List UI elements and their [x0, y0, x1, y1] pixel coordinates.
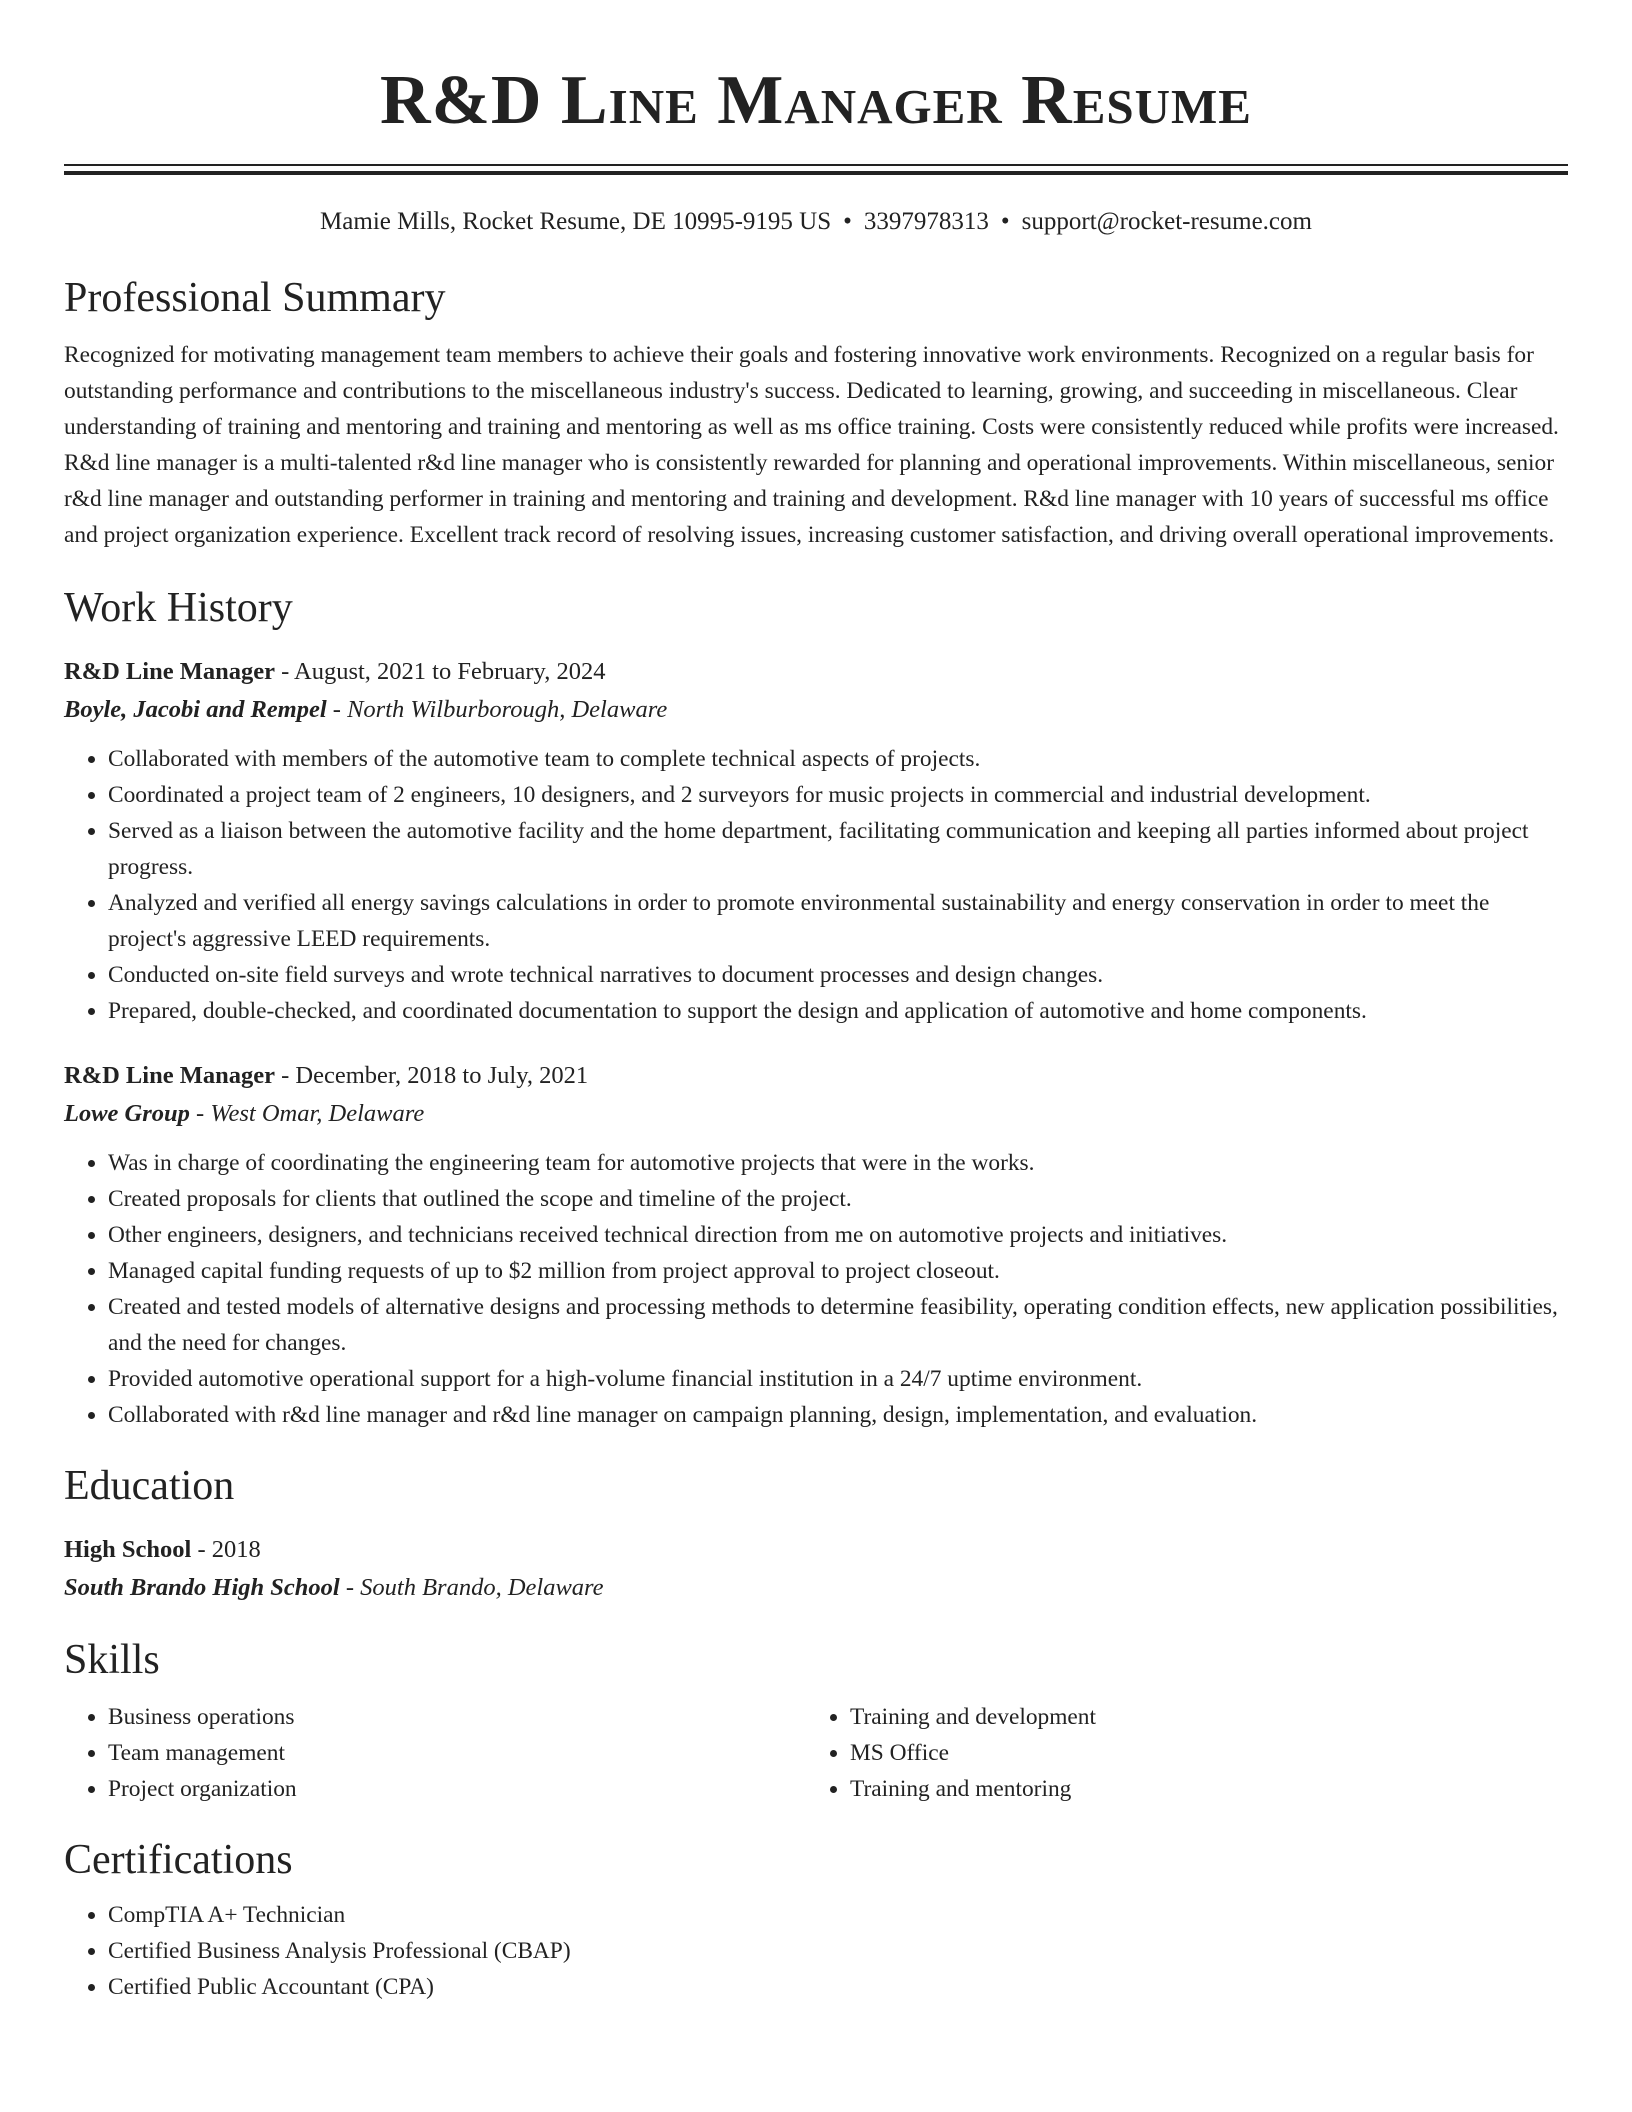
list-item: • Business operations: [108, 1699, 806, 1735]
list-item: • Served as a liaison between the automotive facility and the home department, facilitating communication and keeping all parties informed about project progress.: [108, 813, 1568, 885]
title-double-rule: [64, 164, 1568, 175]
list-item: • Team management: [108, 1735, 806, 1771]
contact-separator: •: [1000, 208, 1010, 235]
list-item: • Coordinated a project team of 2 engineers, 10 designers, and 2 surveyors for music projects in commercial and industrial development.: [108, 777, 1568, 813]
education-school: South Brando High School: [64, 1574, 340, 1601]
list-item: • Project organization: [108, 1771, 806, 1807]
contact-line: [64, 207, 1568, 237]
job-title: R&D Line Manager: [64, 1062, 275, 1089]
list-item: • MS Office: [850, 1735, 1548, 1771]
education-school-line: [64, 1569, 1568, 1607]
skills-list-right: [806, 1699, 1548, 1807]
job-dates: August, 2021 to February, 2024: [294, 658, 606, 685]
job-bullet-list: [64, 741, 1568, 1029]
list-item: • Other engineers, designers, and technicians received technical direction from me on automotive projects and initiatives.: [108, 1217, 1568, 1253]
work-history-heading: Work History: [64, 585, 293, 631]
contact-address: Mamie Mills, Rocket Resume, DE 10995-9195 US: [320, 208, 832, 235]
list-item: • Managed capital funding requests of up to $2 million from project approval to project closeout.: [108, 1253, 1568, 1289]
job-title-line: [64, 653, 1568, 691]
list-item: • Created and tested models of alternative designs and processing methods to determine feasibility, operating condition effects, new application possibilities, and the need for changes.: [108, 1289, 1568, 1361]
list-item: • Certified Business Analysis Professional (CBAP): [108, 1933, 1568, 1969]
job-bullet-list: [64, 1145, 1568, 1433]
certifications-heading: Certifications: [64, 1837, 293, 1883]
job-dash: -: [189, 1100, 211, 1127]
list-item: • CompTIA A+ Technician: [108, 1897, 1568, 1933]
job-location: West Omar, Delaware: [210, 1100, 425, 1127]
summary-heading: Professional Summary: [64, 275, 446, 321]
certifications-list: [64, 1897, 1568, 2005]
contact-phone: 3397978313: [863, 208, 989, 235]
education-location: South Brando, Delaware: [360, 1574, 604, 1601]
education-dash: -: [339, 1574, 361, 1601]
list-item: • Certified Public Accountant (CPA): [108, 1969, 1568, 2005]
job-dash: -: [326, 696, 348, 723]
list-item: • Training and mentoring: [850, 1771, 1548, 1807]
job-title: R&D Line Manager: [64, 658, 275, 685]
list-item: • Was in charge of coordinating the engineering team for automotive projects that were in the works.: [108, 1145, 1568, 1181]
job-dash: -: [274, 1062, 296, 1089]
job-entry-1: [64, 653, 1568, 1029]
education-degree: High School: [64, 1536, 192, 1563]
education-degree-line: [64, 1531, 1568, 1569]
list-item: • Collaborated with r&d line manager and r&d line manager on campaign planning, design, implementation, and evaluation.: [108, 1397, 1568, 1433]
skills-list-left: [64, 1699, 806, 1807]
education-year: 2018: [211, 1536, 261, 1563]
job-company: Lowe Group: [64, 1100, 190, 1127]
summary-text: Recognized for motivating management team members to achieve their goals and fostering innovative work environments. Recognized on a regular basis for outstanding performance and contributions to the miscellaneous industry's success. Dedicated to learning, growing, and succeeding in miscellaneous. Clear understanding of training and mentoring and training and mentoring as well as ms office training. Costs were consistently reduced while profits were increased. R&d line manager is a multi-talented r&d line manager who is consistently rewarded for planning and operational improvements. Within miscellaneous, senior r&d line manager and outstanding performer in training and mentoring and training and development. R&d line manager with 10 years of successful ms office and project organization experience. Excellent track record of resolving issues, increasing customer satisfaction, and driving overall operational improvements.: [64, 342, 1559, 548]
list-item: • Prepared, double-checked, and coordinated documentation to support the design and application of automotive and home components.: [108, 993, 1568, 1029]
list-item: • Created proposals for clients that outlined the scope and timeline of the project.: [108, 1181, 1568, 1217]
job-dash: -: [274, 658, 295, 685]
education-heading: Education: [64, 1463, 235, 1509]
list-item: • Collaborated with members of the automotive team to complete technical aspects of projects.: [108, 741, 1568, 777]
list-item: • Analyzed and verified all energy savings calculations in order to promote environmental sustainability and energy conservation in order to meet the project's aggressive LEED requirements.: [108, 885, 1568, 957]
job-company-line: [64, 1095, 1568, 1133]
contact-separator: •: [843, 208, 852, 235]
job-title-line: [64, 1057, 1568, 1095]
list-item: • Conducted on-site field surveys and wrote technical narratives to document processes and design changes.: [108, 957, 1568, 993]
job-company-line: [64, 691, 1568, 729]
job-entry-2: [64, 1057, 1568, 1433]
job-company: Boyle, Jacobi and Rempel: [64, 696, 327, 723]
skills-heading: Skills: [64, 1637, 160, 1683]
contact-email: support@rocket-resume.com: [1021, 208, 1312, 235]
list-item: • Provided automotive operational support for a high-volume financial institution in a 24/7 uptime environment.: [108, 1361, 1568, 1397]
skills-grid: [64, 1699, 1568, 1807]
education-dash: -: [191, 1536, 212, 1563]
job-dates: December, 2018 to July, 2021: [295, 1062, 589, 1089]
resume-title: R&D Line Manager Resume: [380, 62, 1252, 139]
list-item: • Training and development: [850, 1699, 1548, 1735]
job-location: North Wilburborough, Delaware: [347, 696, 668, 723]
